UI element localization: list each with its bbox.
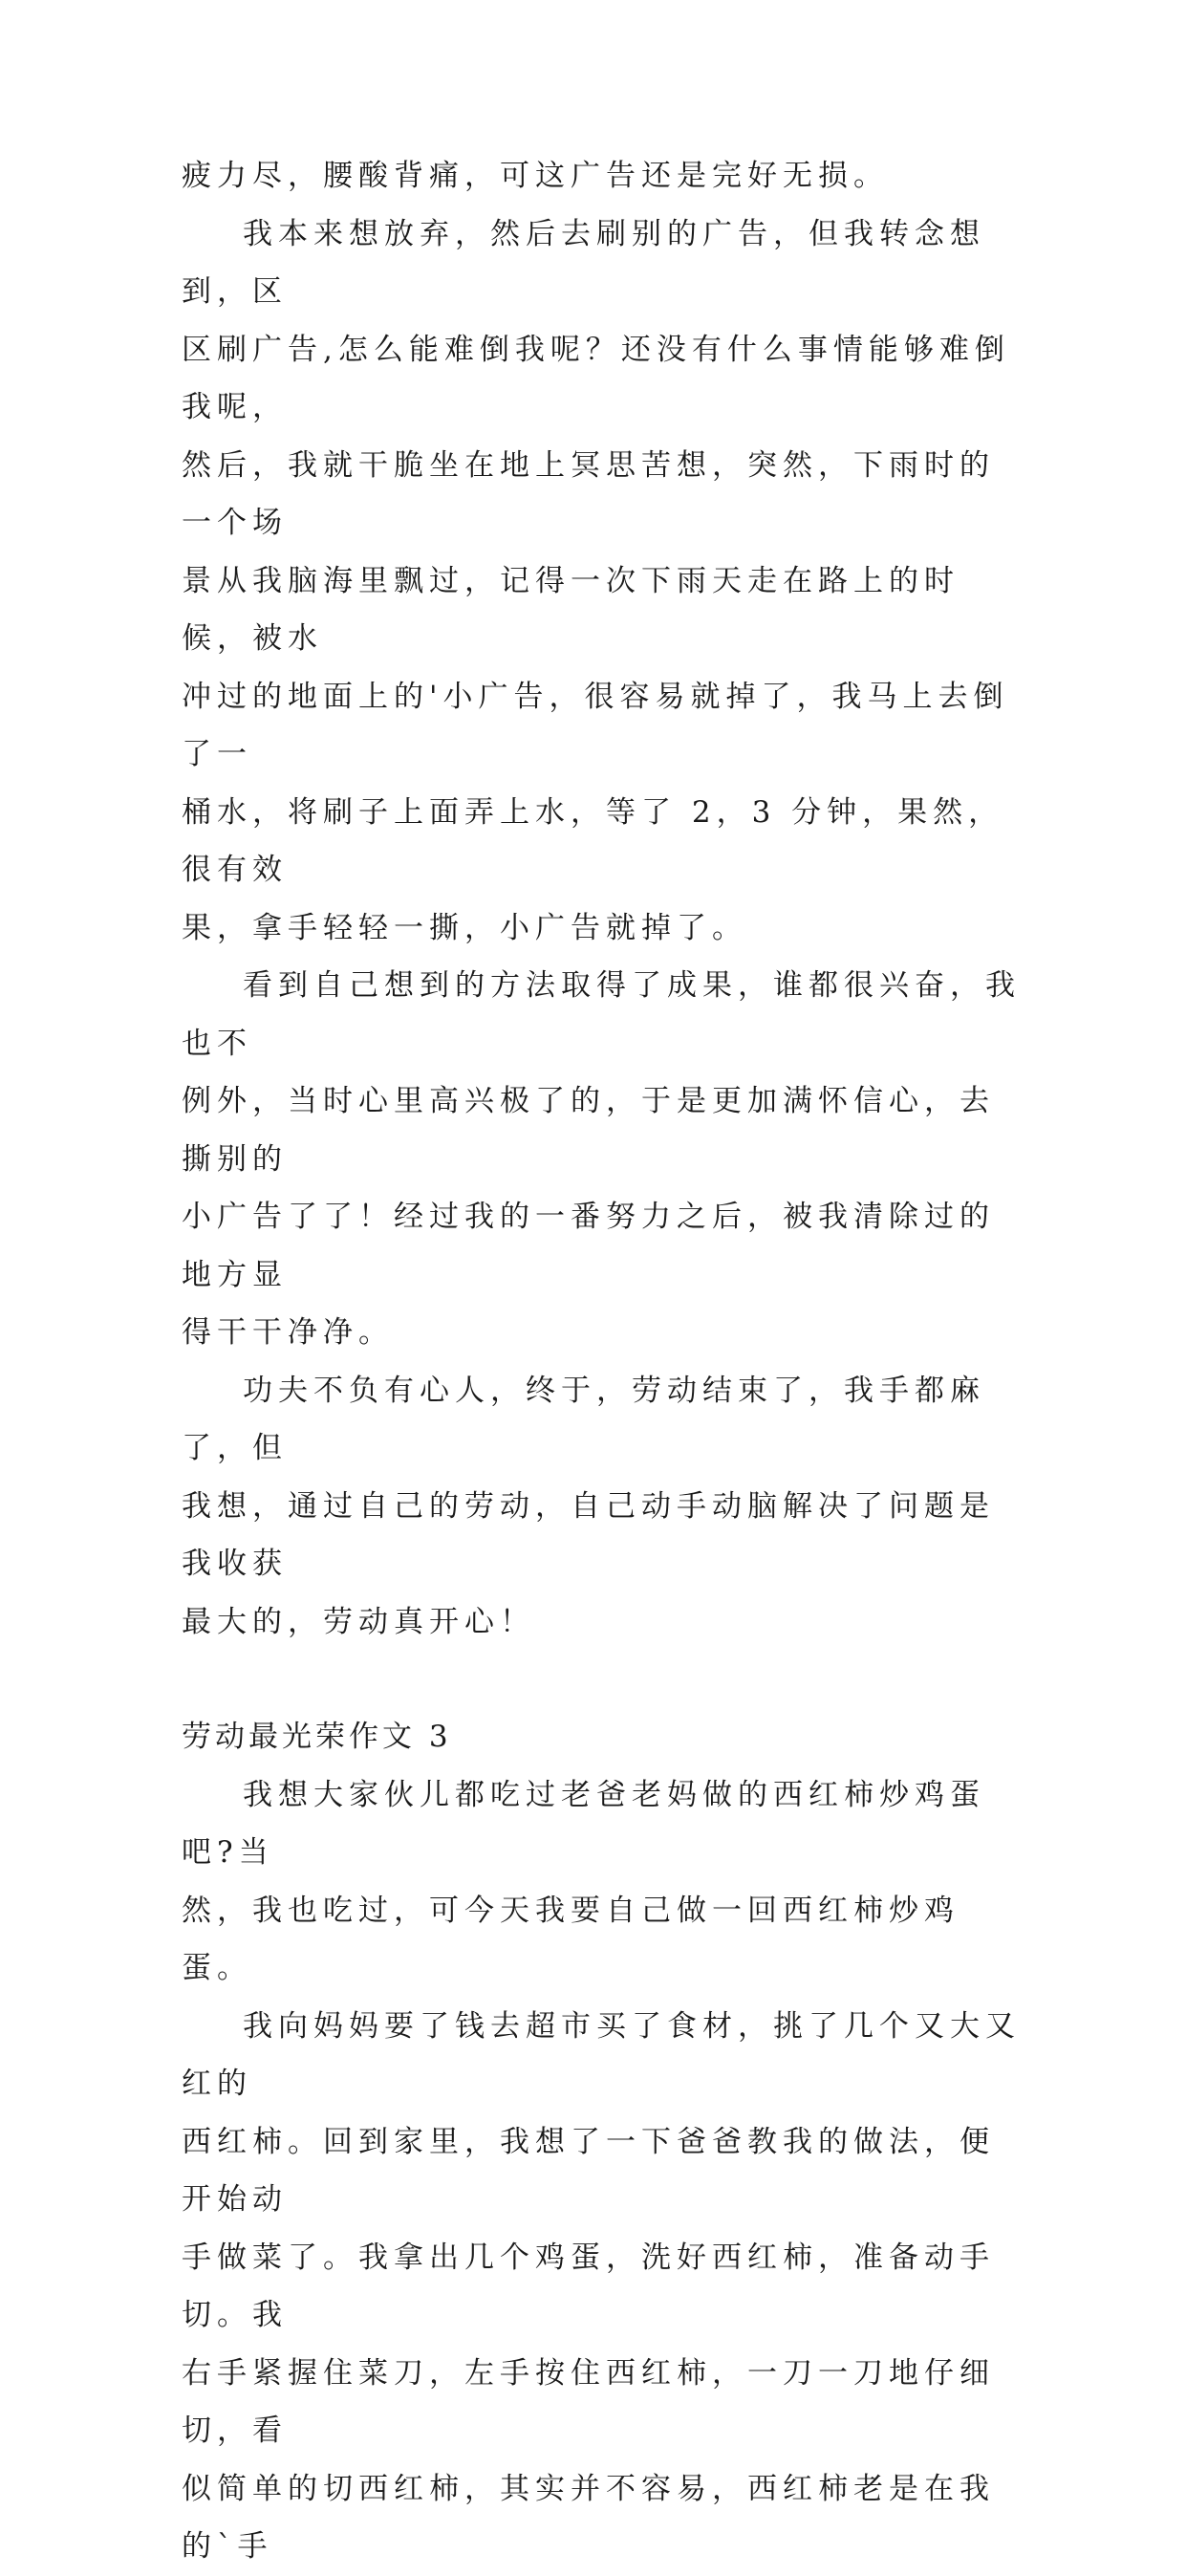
paragraph-1: 疲力尽，腰酸背痛，可这广告还是完好无损。 [182,159,889,193]
paragraph-5: 我想大家伙儿都吃过老爸老妈做的西红柿炒鸡蛋吧?当 然，我也吃过，可今天我要自己做一回西红柿炒鸡蛋。 [182,1777,985,1985]
document-body [182,147,1023,2576]
paragraph-3: 看到自己想到的方法取得了成果，谁都很兴奋，我也不 例外，当时心里高兴极了的，于是更加满怀信心，去撕别的 小广告了了！经过我的一番努力之后，被我清除过的地方显 得干干净净。 [182,968,1021,1350]
section-heading: 劳动最光荣作文 3 [182,1720,452,1754]
paragraph-2: 我本来想放弃，然后去刷别的广告，但我转念想到，区 区刷广告,怎么能难倒我呢？还没有什么事情能够难倒我呢， 然后，我就干脆坐在地上冥思苦想，突然，下雨时的一个场 景从我脑海里飘过，记得一次下雨天走在路上的时候，被水 冲过的地面上的'小广告，很容易就掉了，我马上去倒了一 桶水，将刷子上面弄上水，等了 2，3 分钟，果然，很有效 果，拿手轻轻一撕，小广告就掉了。 [182,216,1010,945]
paragraph-4: 功夫不负有心人，终于，劳动结束了，我手都麻了，但 我想，通过自己的劳动，自己动手动脑解决了问题是我收获 最大的，劳动真开心！ [182,1373,995,1639]
paragraph-6: 我向妈妈要了钱去超市买了食材，挑了几个又大又红的 西红柿。回到家里，我想了一下爸爸教我的做法，便开始动 手做菜了。我拿出几个鸡蛋，洗好西红柿，准备动手切。我 右手紧握住菜刀，左手按住西红柿，一刀一刀地仔细切，看 似简单的切西红柿，其实并不容易，西红柿老是在我的`手 [182,2008,1021,2564]
section-gap [182,1651,1023,1708]
